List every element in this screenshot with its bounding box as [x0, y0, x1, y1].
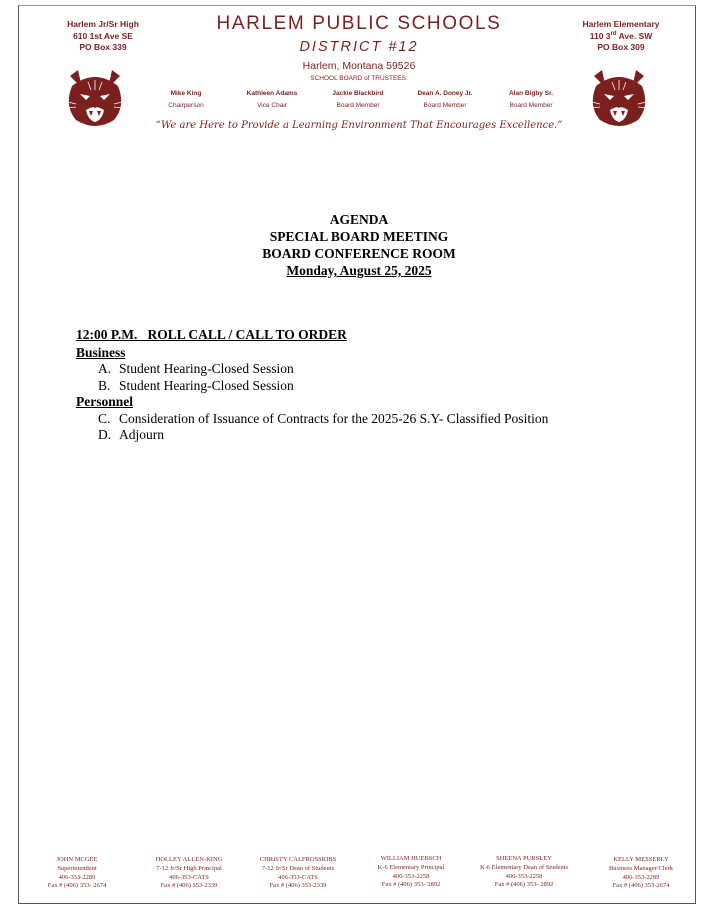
agenda-time-line: 12:00 P.M. ROLL CALL / CALL TO ORDER: [76, 327, 347, 342]
left-school-name: Harlem Jr/Sr High: [67, 19, 139, 29]
agenda-item: B. Student Hearing-Closed Session: [98, 377, 294, 393]
trustee: Dean A. Doney Jr. Board Member: [417, 90, 473, 109]
agenda-item: C. Consideration of Issuance of Contracts for the 2025-26 S.Y- Classified Position: [98, 410, 549, 426]
left-school-street: 610 1st Ave SE: [73, 30, 133, 41]
meeting-type: SPECIAL BOARD MEETING: [269, 229, 449, 244]
staff-contact: CHRISTY CALFROSSRIBS 7-12 Jr/Sr Dean of Students 406-353-CATS Fax # (406) 353-2339: [259, 856, 337, 890]
agenda-title: AGENDA: [329, 212, 389, 227]
meeting-date: Monday, August 25, 2025: [286, 263, 432, 278]
staff-contact: HOLLEY ALLEN-KING 7-12 Jr/Sr High Principal 406-353-CATS Fax # (406) 353-2339: [155, 856, 223, 890]
trustee: Alan Bigby Sr. Board Member: [508, 90, 554, 109]
board-label: SCHOOL BOARD of TRUSTEES:: [310, 75, 408, 82]
staff-contact: WILLIAM HUEBSCH K-6 Elementary Principal 406-353-2258 Fax # (406) 353- 2892: [377, 855, 445, 889]
staff-contact: SHEENA PURSLEY K-6 Elementary Dean of Students 406-353-2258 Fax # (406) 353- 2892: [479, 855, 569, 889]
trustee: Jackie Blackbird Board Member: [332, 90, 384, 109]
section-heading-personnel: Personnel: [76, 394, 133, 409]
right-school-pobox: PO Box 309: [597, 42, 645, 52]
trustee: Kathleen Adams Vice Chair: [246, 90, 298, 109]
left-school-pobox: PO Box 339: [79, 42, 127, 52]
staff-contact: JOHN MCGEE Superintendent 406-353-2289 Fax # (406) 353- 2674: [47, 856, 107, 890]
staff-contact: KELLY MESSERLY Business Manager/Clerk 406-353-2289 Fax # (406) 353-2674: [608, 856, 674, 890]
district-city: Harlem, Montana 59526: [302, 60, 416, 72]
meeting-location: BOARD CONFERENCE ROOM: [262, 246, 456, 261]
district-number: DISTRICT #12: [299, 39, 419, 55]
agenda-body: [76, 327, 676, 444]
agenda-item: D. Adjourn: [98, 427, 164, 442]
section-heading-business: Business: [76, 344, 126, 360]
district-motto: “We are Here to Provide a Learning Environment That Encourages Excellence.”: [155, 120, 563, 131]
agenda-heading: [0, 211, 718, 279]
right-school-name: Harlem Elementary: [582, 19, 660, 29]
trustee: Mike King Chairperson: [168, 90, 204, 109]
agenda-item: A. Student Hearing-Closed Session: [98, 361, 294, 376]
district-name: HARLEM PUBLIC SCHOOLS: [216, 13, 502, 34]
page-border: [18, 5, 696, 904]
right-school-street: 110 3rd Ave. SW: [589, 30, 653, 41]
